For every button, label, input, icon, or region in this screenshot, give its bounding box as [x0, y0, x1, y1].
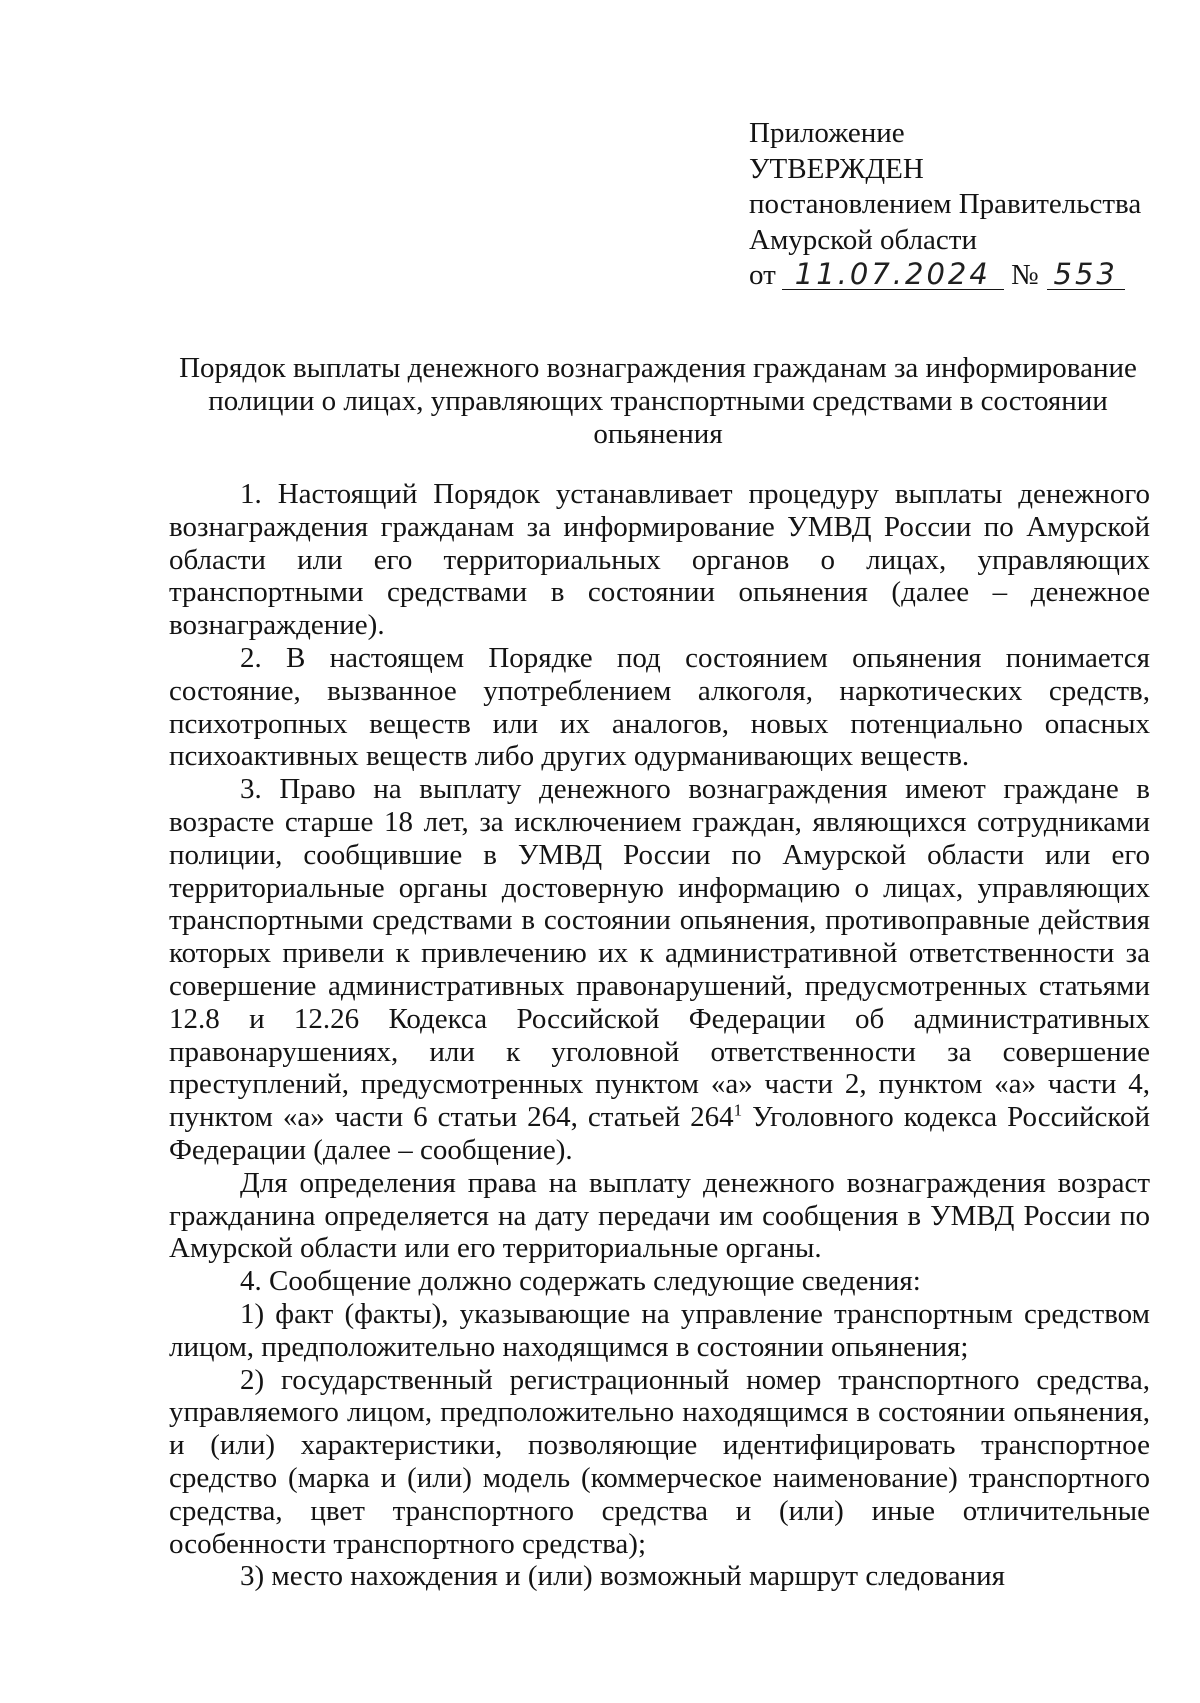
title-line-3: опьянения	[593, 418, 723, 450]
approved-by-line: постановлением Правительства	[749, 188, 1142, 220]
paragraph-3-tail: Уголовного кодекса Российской Федерации (далее – сообщение).	[169, 1101, 1150, 1166]
list-item-1: 1) факт (факты), указывающие на управление транспортным средством лицом, предположительно находящимся в состоянии опьянения;	[169, 1297, 1150, 1363]
paragraph-1: 1. Настоящий Порядок устанавливает процедуру выплаты денежного вознаграждения гражданам за информирование УМВД России по Амурской области или его территориальных органов о лицах, управляющих транспортными средствами в состоянии опьянения (далее – денежное вознаграждение).	[169, 478, 1150, 642]
article-superscript: 1	[733, 1100, 743, 1120]
document-body	[169, 478, 1150, 1593]
paragraph-2: 2. В настоящем Порядке под состоянием опьянения понимается состояние, вызванное употреблением алкоголя, наркотических средств, психотропных веществ или их аналогов, новых потенциально опасных психоактивных веществ либо других одурманивающих веществ.	[169, 641, 1150, 773]
date-prefix: от	[749, 259, 776, 291]
number-sign: №	[1011, 259, 1039, 291]
date-number-line	[749, 258, 1141, 294]
approved-label: УТВЕРЖДЕН	[749, 152, 924, 185]
title-line-2: полиции о лицах, управляющих транспортными средствами в состоянии	[208, 385, 1108, 417]
handwritten-date: 11.07.2024	[782, 259, 1004, 290]
appendix-label: Приложение	[749, 117, 905, 149]
paragraph-3-text: 3. Право на выплату денежного вознаграждения имеют граждане в возрасте старше 18 лет, за исключением граждан, являющихся сотрудниками полиции, сообщившие в УМВД России по Амурской области или его территориальные органы достоверную информацию о лицах, управляющих транспортными средствами в состоянии опьянения, противоправные действия которых привели к привлечению их к административной ответственности за совершение административных правонарушений, предусмотренных статьями 12.8 и 12.26 Кодекса Российской Федерации об административных правонарушениях, или к уголовной ответственности за совершение преступлений, предусмотренных пунктом «а» части 2, пунктом «а» части 4, пунктом «а» части 6 статьи 264, статьей 264	[169, 773, 1150, 1134]
paragraph-4: 4. Сообщение должно содержать следующие сведения:	[240, 1265, 921, 1298]
list-item-3: 3) место нахождения и (или) возможный маршрут следования	[240, 1560, 1005, 1593]
region-line: Амурской области	[749, 223, 977, 256]
list-item-2: 2) государственный регистрационный номер транспортного средства, управляемого лицом, предположительно находящимся в состоянии опьянения, и (или) характеристики, позволяющие идентифицировать транспортное средство (марка и (или) модель (коммерческое наименование) транспортного средства, цвет транспортного средства и (или) иные отличительные особенности транспортного средства);	[169, 1363, 1150, 1560]
document-title	[168, 352, 1148, 451]
approval-block	[749, 116, 1141, 294]
handwritten-number: 553	[1047, 259, 1125, 290]
paragraph-age: Для определения права на выплату денежного вознаграждения возраст гражданина определяется на дату передачи им сообщения в УМВД России по Амурской области или его территориальные органы.	[169, 1166, 1150, 1265]
title-line-1: Порядок выплаты денежного вознаграждения гражданам за информирование	[179, 352, 1137, 384]
paragraph-3	[169, 773, 1150, 1167]
